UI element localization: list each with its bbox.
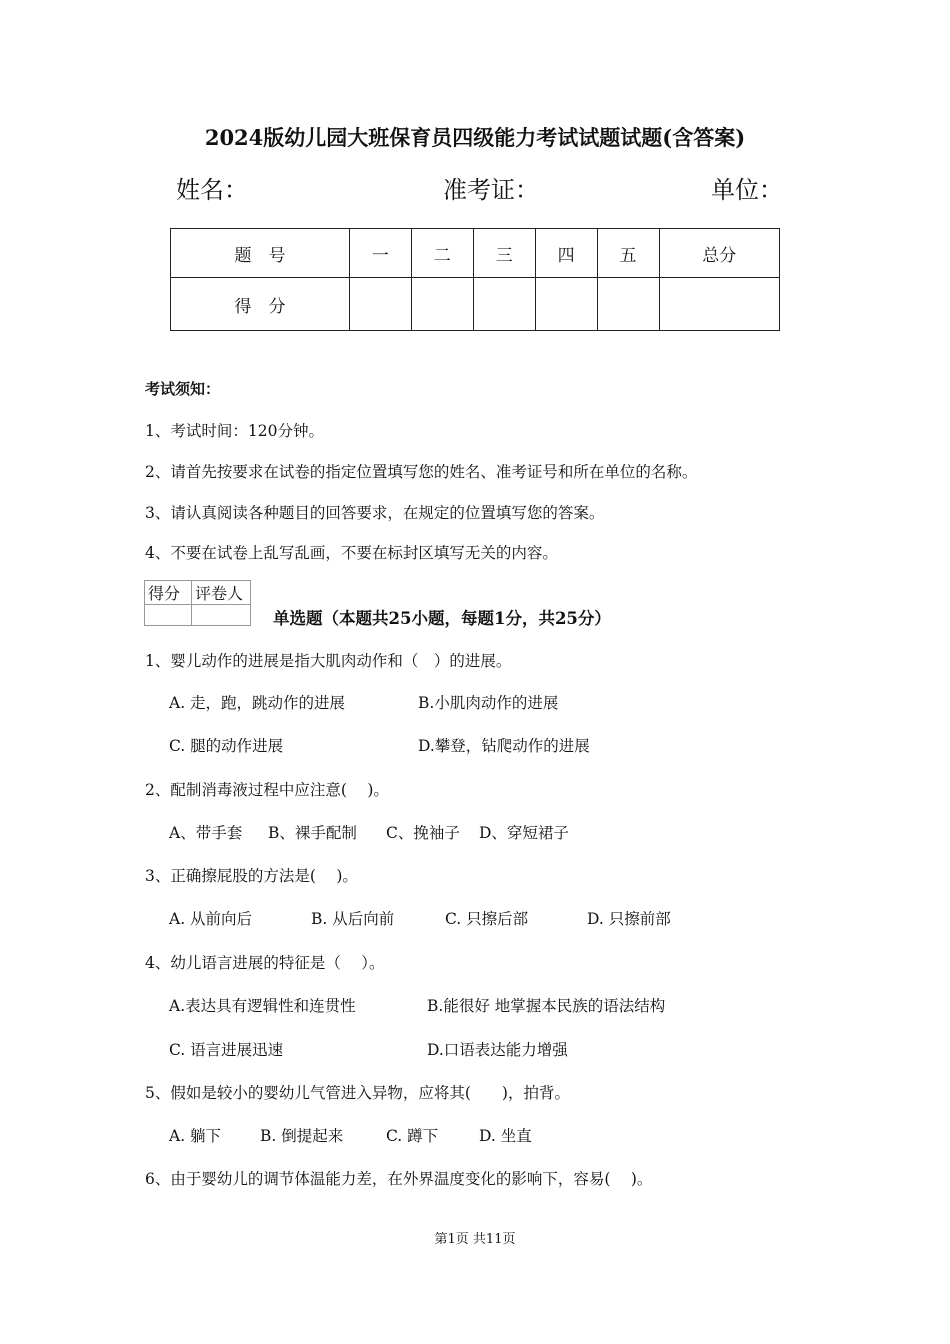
question-stem: 5、假如是较小的婴幼儿气管进入异物，应将其( )，拍背。 <box>145 1084 570 1102</box>
answer-option[interactable]: C. 腿的动作进展 <box>169 737 284 755</box>
score-table-header-cell: 四 <box>535 229 597 278</box>
score-table-header-cell: 总分 <box>659 229 779 278</box>
answer-option[interactable]: D. 坐直 <box>479 1127 532 1145</box>
grader-score-label: 得分 <box>145 581 192 605</box>
notice-item: 4、不要在试卷上乱写乱画，不要在标封区填写无关的内容。 <box>145 544 558 562</box>
score-cell[interactable] <box>411 278 473 331</box>
score-table-header-cell: 二 <box>411 229 473 278</box>
score-cell[interactable] <box>349 278 411 331</box>
answer-option[interactable]: A. 从前向后 <box>169 910 253 928</box>
score-table-header-cell: 五 <box>597 229 659 278</box>
answer-option[interactable]: B.能很好 地掌握本民族的语法结构 <box>427 997 666 1015</box>
answer-option[interactable]: B.小肌肉动作的进展 <box>418 694 559 712</box>
grader-box <box>144 580 251 626</box>
answer-option[interactable]: D.攀登，钻爬动作的进展 <box>418 737 590 755</box>
name-field-label: 姓名： <box>176 176 248 204</box>
answer-option[interactable]: B. 从后向前 <box>311 910 395 928</box>
score-table-header-row <box>171 229 780 278</box>
answer-option[interactable]: C. 只擦后部 <box>445 910 529 928</box>
notice-heading: 考试须知： <box>145 380 221 398</box>
answer-option[interactable]: A、带手套 <box>169 824 243 842</box>
answer-option[interactable]: A.表达具有逻辑性和连贯性 <box>169 997 356 1015</box>
question-stem: 6、由于婴幼儿的调节体温能力差，在外界温度变化的影响下，容易( )。 <box>145 1170 653 1188</box>
document-title: 2024版幼儿园大班保育员四级能力考试试题试题(含答案) <box>204 125 746 150</box>
answer-option[interactable]: B、裸手配制 <box>268 824 357 842</box>
answer-option[interactable]: D. 只擦前部 <box>587 910 671 928</box>
score-table <box>170 228 780 331</box>
answer-option[interactable]: A. 躺下 <box>169 1127 222 1145</box>
score-table-header-cell: 题 号 <box>171 229 350 278</box>
grader-name-label: 评卷人 <box>192 581 251 605</box>
answer-option[interactable]: D、穿短裙子 <box>479 824 569 842</box>
answer-option[interactable]: A. 走，跑，跳动作的进展 <box>169 694 346 712</box>
score-cell[interactable] <box>597 278 659 331</box>
score-row-label: 得 分 <box>171 278 350 331</box>
score-table-header-cell: 三 <box>473 229 535 278</box>
page-footer: 第1页 共11页 <box>434 1232 516 1247</box>
answer-option[interactable]: C. 语言进展迅速 <box>169 1041 284 1059</box>
answer-option[interactable]: B. 倒提起来 <box>260 1127 344 1145</box>
question-stem: 4、幼儿语言进展的特征是（ ）。 <box>145 954 385 972</box>
score-table-header-cell: 一 <box>349 229 411 278</box>
grader-score-cell[interactable] <box>145 605 192 626</box>
answer-option[interactable]: C. 蹲下 <box>386 1127 439 1145</box>
question-stem: 1、婴儿动作的进展是指大肌肉动作和（ ）的进展。 <box>145 652 512 670</box>
score-cell[interactable] <box>659 278 779 331</box>
notice-item: 3、请认真阅读各种题目的回答要求，在规定的位置填写您的答案。 <box>145 504 605 522</box>
notice-item: 2、请首先按要求在试卷的指定位置填写您的姓名、准考证号和所在单位的名称。 <box>145 463 698 481</box>
unit-field-label: 单位： <box>711 176 783 204</box>
score-table-score-row <box>171 278 780 331</box>
score-cell[interactable] <box>535 278 597 331</box>
score-cell[interactable] <box>473 278 535 331</box>
notice-item: 1、考试时间：120分钟。 <box>145 422 324 440</box>
question-stem: 3、正确擦屁股的方法是( )。 <box>145 867 358 885</box>
question-stem: 2、配制消毒液过程中应注意( )。 <box>145 781 389 799</box>
section-title: 单选题（本题共25小题，每题1分，共25分） <box>273 609 611 628</box>
exam-number-field-label: 准考证： <box>443 176 539 204</box>
grader-name-cell[interactable] <box>192 605 251 626</box>
answer-option[interactable]: D.口语表达能力增强 <box>427 1041 568 1059</box>
answer-option[interactable]: C、挽袖子 <box>386 824 460 842</box>
